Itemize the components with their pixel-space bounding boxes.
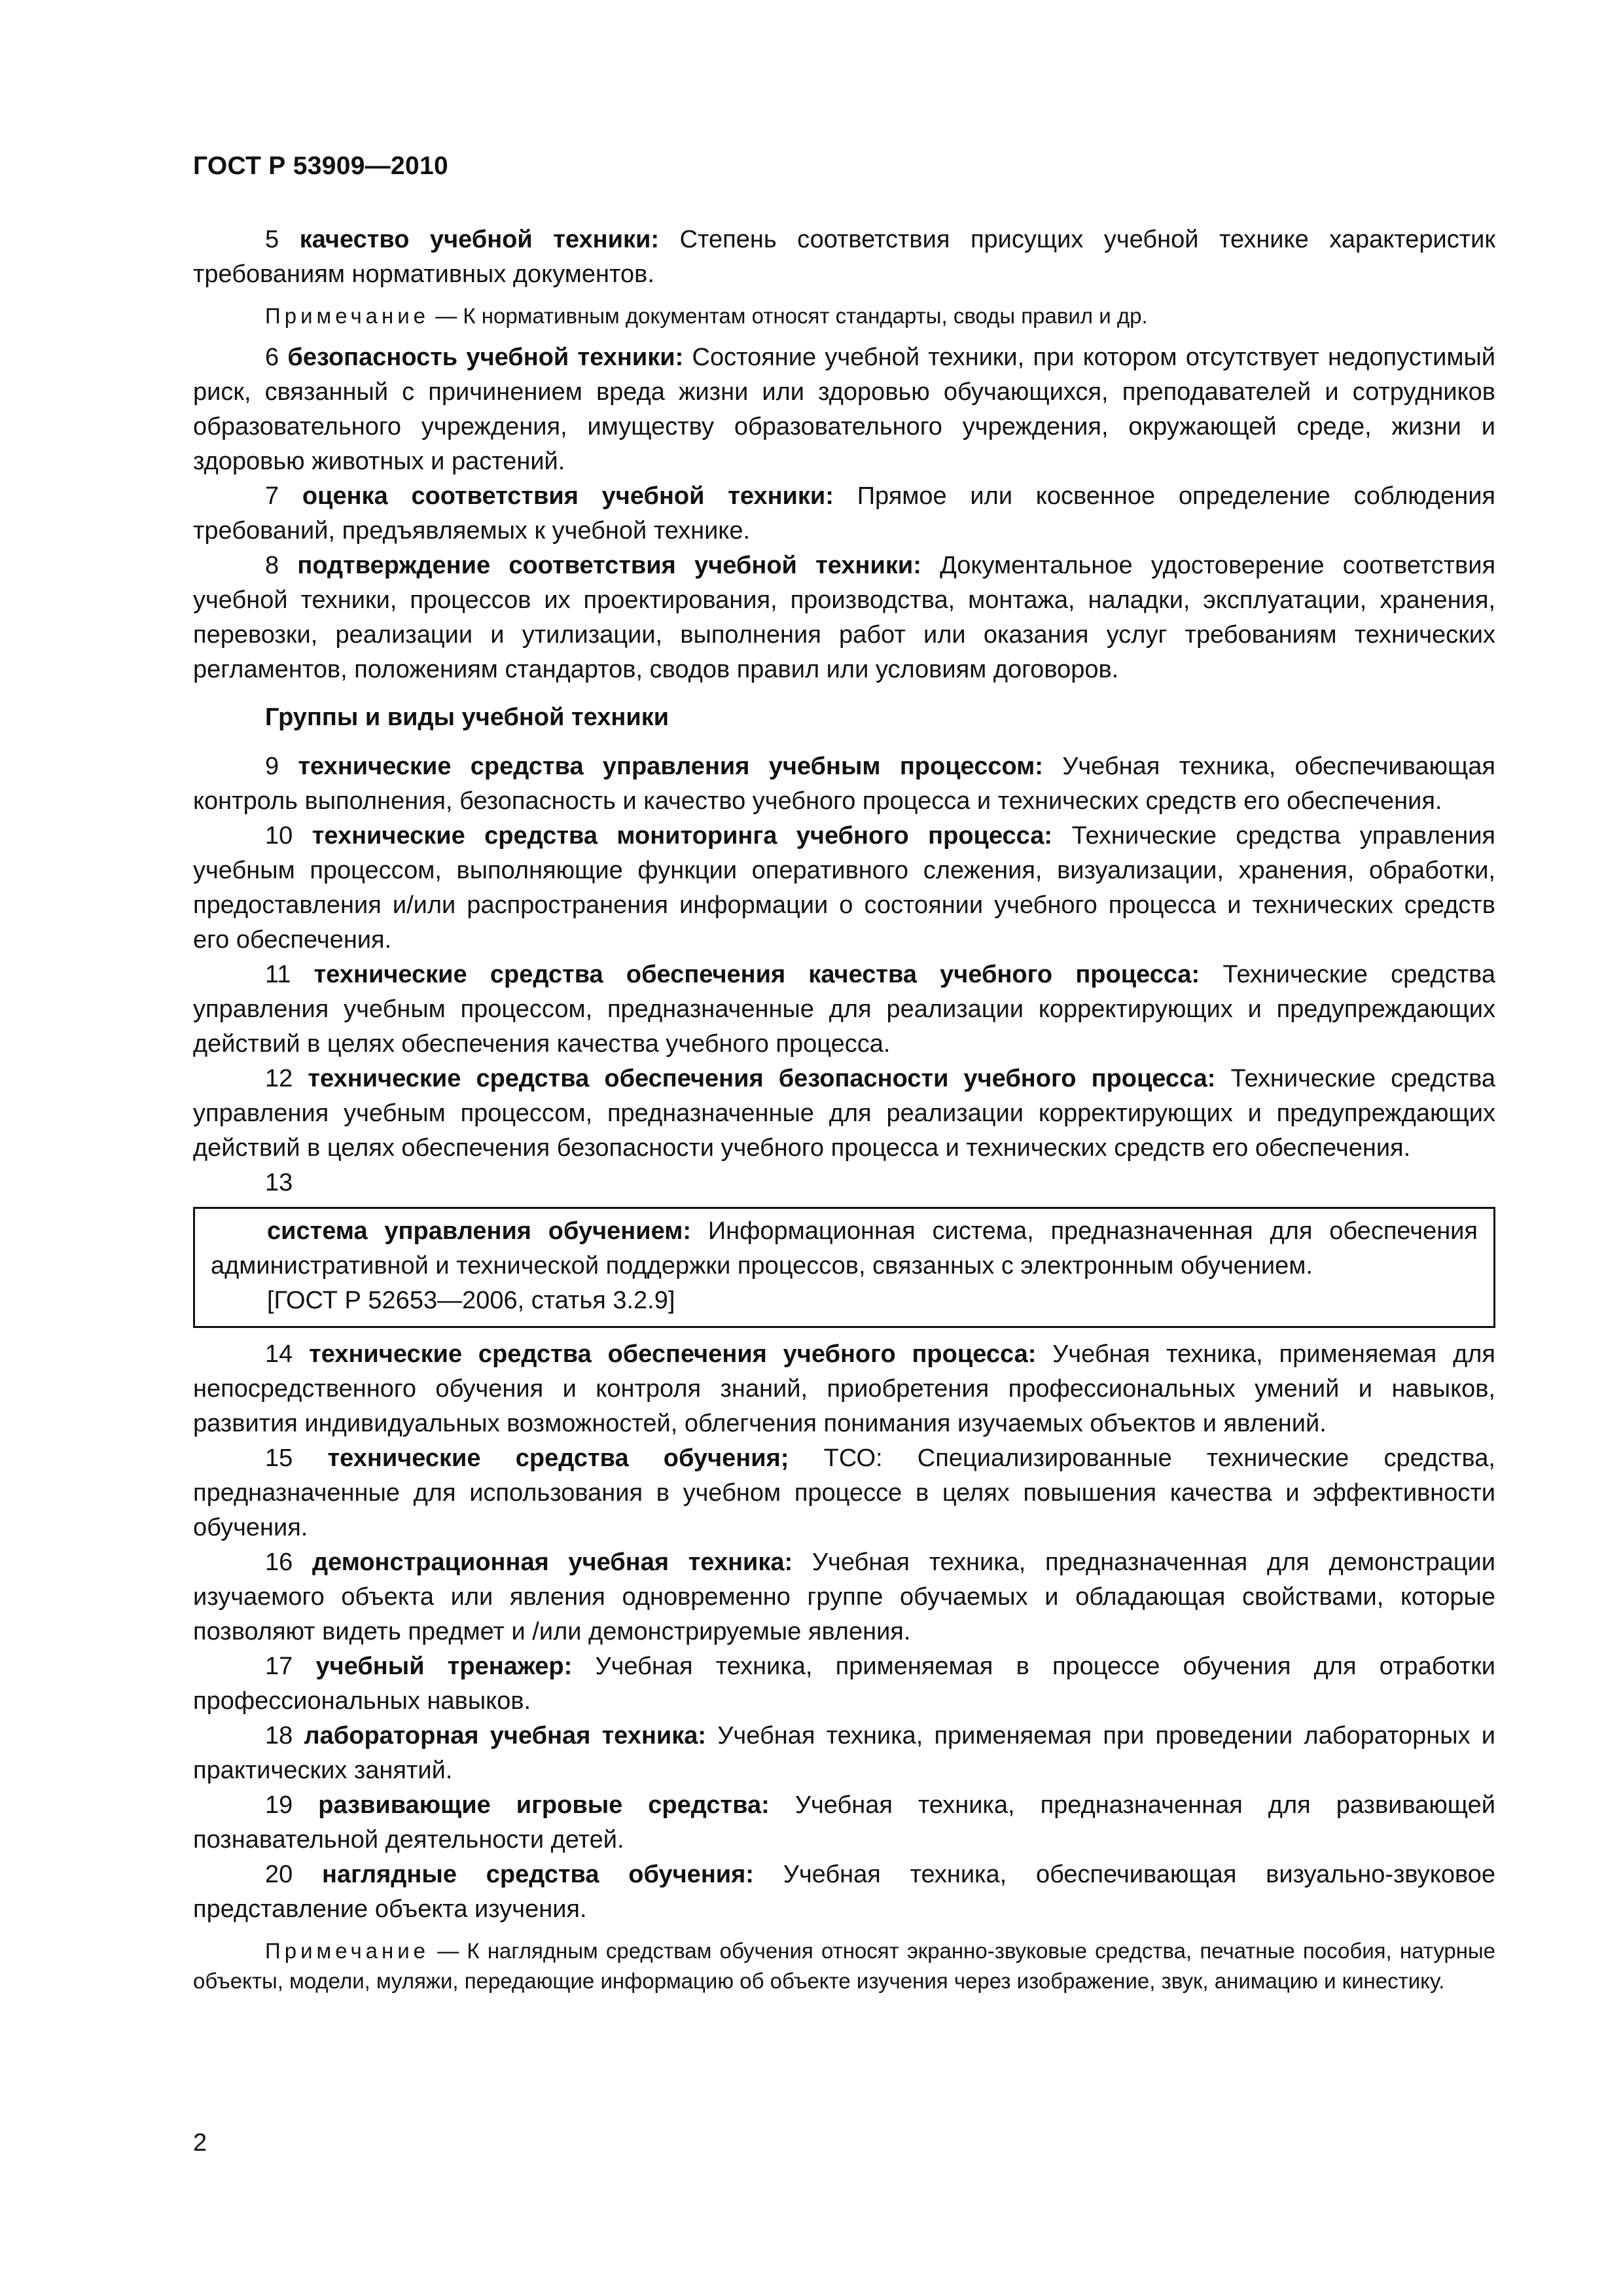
term-number: 17	[265, 1653, 293, 1680]
term-name: качество учебной техники:	[299, 226, 660, 253]
term-definition: Учебная техника, обеспечивающая контроль выполнения, безопасность и качество учебного процесса и технических средств его обеспечения.	[193, 753, 1496, 815]
term-9	[193, 749, 1495, 819]
term-number: 19	[265, 1791, 293, 1819]
term-definition: Учебная техника, предназначенная для развивающей познавательной деятельности детей.	[193, 1791, 1495, 1854]
note-label: Примечание	[265, 304, 430, 328]
term-name: технические средства мониторинга учебного процесса:	[312, 822, 1053, 850]
term-8	[193, 548, 1495, 687]
term-definition: Учебная техника, применяемая при проведении лабораторных и практических занятий.	[193, 1722, 1496, 1784]
section-heading: Группы и виды учебной техники	[265, 704, 669, 731]
term-definition: Документальное удостоверение соответствия учебной техники, процессов их проектирования, производства, монтажа, наладки, эксплуатации, хранения, перевозки, реализации и утилизации, выполнения работ или оказания услуг требованиям технических регламентов, положениям стандартов, сводов правил или условиям договоров.	[193, 552, 1496, 683]
term-name: технические средства обеспечения безопасности учебного процесса:	[308, 1065, 1216, 1092]
term-definition: Учебная техника, применяемая в процессе обучения для отработки профессиональных навыков.	[193, 1653, 1496, 1715]
term-number: 8	[265, 552, 279, 579]
term-name: лабораторная учебная техника:	[304, 1722, 707, 1749]
term-number: 16	[265, 1549, 293, 1576]
term-definition: Прямое или косвенное определение соблюдения требований, предъявляемых к учебной технике.	[193, 482, 1496, 545]
term-number: 9	[265, 753, 279, 780]
term-13-number: 13	[265, 1169, 293, 1196]
note-label: Примечание	[265, 1939, 430, 1963]
term-definition: Учебная техника, предназначенная для демонстрации изучаемого объекта или явления одновременно группе обучаемых и обладающая свойствами, которые позволяют видеть предмет и /или демонстрируемые явления.	[193, 1549, 1495, 1645]
term-18	[193, 1719, 1495, 1788]
term-number: 7	[265, 482, 279, 510]
term-name: оценка соответствия учебной техники:	[302, 482, 834, 510]
term-definition: Технические средства управления учебным процессом, выполняющие функции оперативного слежения, визуализации, хранения, обработки, предоставления и/или распространения информации о состоянии учебного процесса и технических средств его обеспечения.	[193, 822, 1495, 954]
term-10	[193, 819, 1495, 958]
term-number: 5	[265, 226, 279, 253]
term-definition: Технические средства управления учебным процессом, предназначенные для реализации корректирующих и предупреждающих действий в целях обеспечения качества учебного процесса.	[193, 961, 1495, 1058]
term-7	[193, 479, 1495, 548]
term-name: подтверждение соответствия учебной техники:	[297, 552, 921, 579]
term-5	[193, 223, 1495, 292]
term-name: учебный тренажер:	[315, 1653, 573, 1680]
term-name: демонстрационная учебная техника:	[312, 1549, 793, 1576]
term-number: 15	[265, 1444, 293, 1472]
term-name: технические средства обучения;	[327, 1444, 789, 1472]
term-number: 20	[265, 1861, 293, 1888]
term-number: 11	[265, 961, 291, 988]
box-term: система управления обучением:	[267, 1217, 691, 1245]
quoted-definition-box	[193, 1207, 1495, 1328]
document-page	[193, 151, 1495, 2005]
note-1	[193, 301, 1495, 331]
term-name: технические средства управления учебным процессом:	[298, 753, 1043, 780]
term-15	[193, 1441, 1495, 1545]
term-definition: Степень соответствия присущих учебной технике характеристик требованиям нормативных документов.	[193, 226, 1496, 288]
term-14	[193, 1337, 1495, 1441]
term-19	[193, 1788, 1495, 1857]
term-name: развивающие игровые средства:	[318, 1791, 770, 1819]
term-number: 6	[265, 344, 279, 371]
term-name: наглядные средства обучения:	[322, 1861, 754, 1888]
term-16	[193, 1545, 1495, 1649]
note-text: — К наглядным средствам обучения относят экранно-звуковые средства, печатные пособия, натурные объекты, модели, муляжи, передающие информацию об объекте изучения через изображение, звук, анимацию и кинестику.	[193, 1939, 1496, 1993]
term-number: 12	[265, 1065, 293, 1092]
term-name: технические средства обеспечения учебного процесса:	[309, 1340, 1037, 1368]
document-header: ГОСТ Р 53909—2010	[193, 152, 448, 180]
term-20	[193, 1857, 1495, 1927]
box-source: [ГОСТ Р 52653—2006, статья 3.2.9]	[267, 1287, 675, 1314]
term-number: 18	[265, 1722, 293, 1749]
term-definition: Учебная техника, обеспечивающая визуально-звуковое представление объекта изучения.	[193, 1861, 1495, 1923]
box-text: Информационная система, предназначенная для обеспечения административной и технической поддержки процессов, связанных с электронным обучением.	[211, 1217, 1478, 1280]
term-name: технические средства обеспечения качества учебного процесса:	[313, 961, 1200, 988]
term-name: безопасность учебной техники:	[287, 344, 684, 371]
term-number: 14	[265, 1340, 293, 1368]
term-17	[193, 1649, 1495, 1719]
term-definition: Учебная техника, применяемая для непосредственного обучения и контроля знаний, приобретения профессиональных умений и навыков, развития индивидуальных возможностей, облегчения понимания изучаемых объектов и явлений.	[193, 1340, 1495, 1437]
term-definition: Состояние учебной техники, при котором отсутствует недопустимый риск, связанный с причинением вреда жизни или здоровью обучающихся, преподавателей и сотрудников образовательного учреждения, имуществу образовательного учреждения, окружающей среде, жизни и здоровью животных и растений.	[193, 344, 1495, 475]
note-text: — К нормативным документам относят стандарты, своды правил и др.	[435, 304, 1148, 328]
term-6	[193, 340, 1495, 479]
term-definition: ТСО: Специализированные технические средства, предназначенные для использования в учебном процессе в целях повышения качества и эффективности обучения.	[193, 1444, 1495, 1541]
page-number: 2	[193, 2129, 207, 2157]
term-11	[193, 958, 1495, 1062]
term-definition: Технические средства управления учебным процессом, предназначенные для реализации корректирующих и предупреждающих действий в целях обеспечения безопасности учебного процесса и технических средств его обеспечения.	[193, 1065, 1496, 1162]
term-12	[193, 1062, 1495, 1166]
box-definition	[211, 1214, 1478, 1283]
note-2	[193, 1936, 1495, 1996]
term-number: 10	[265, 822, 293, 850]
